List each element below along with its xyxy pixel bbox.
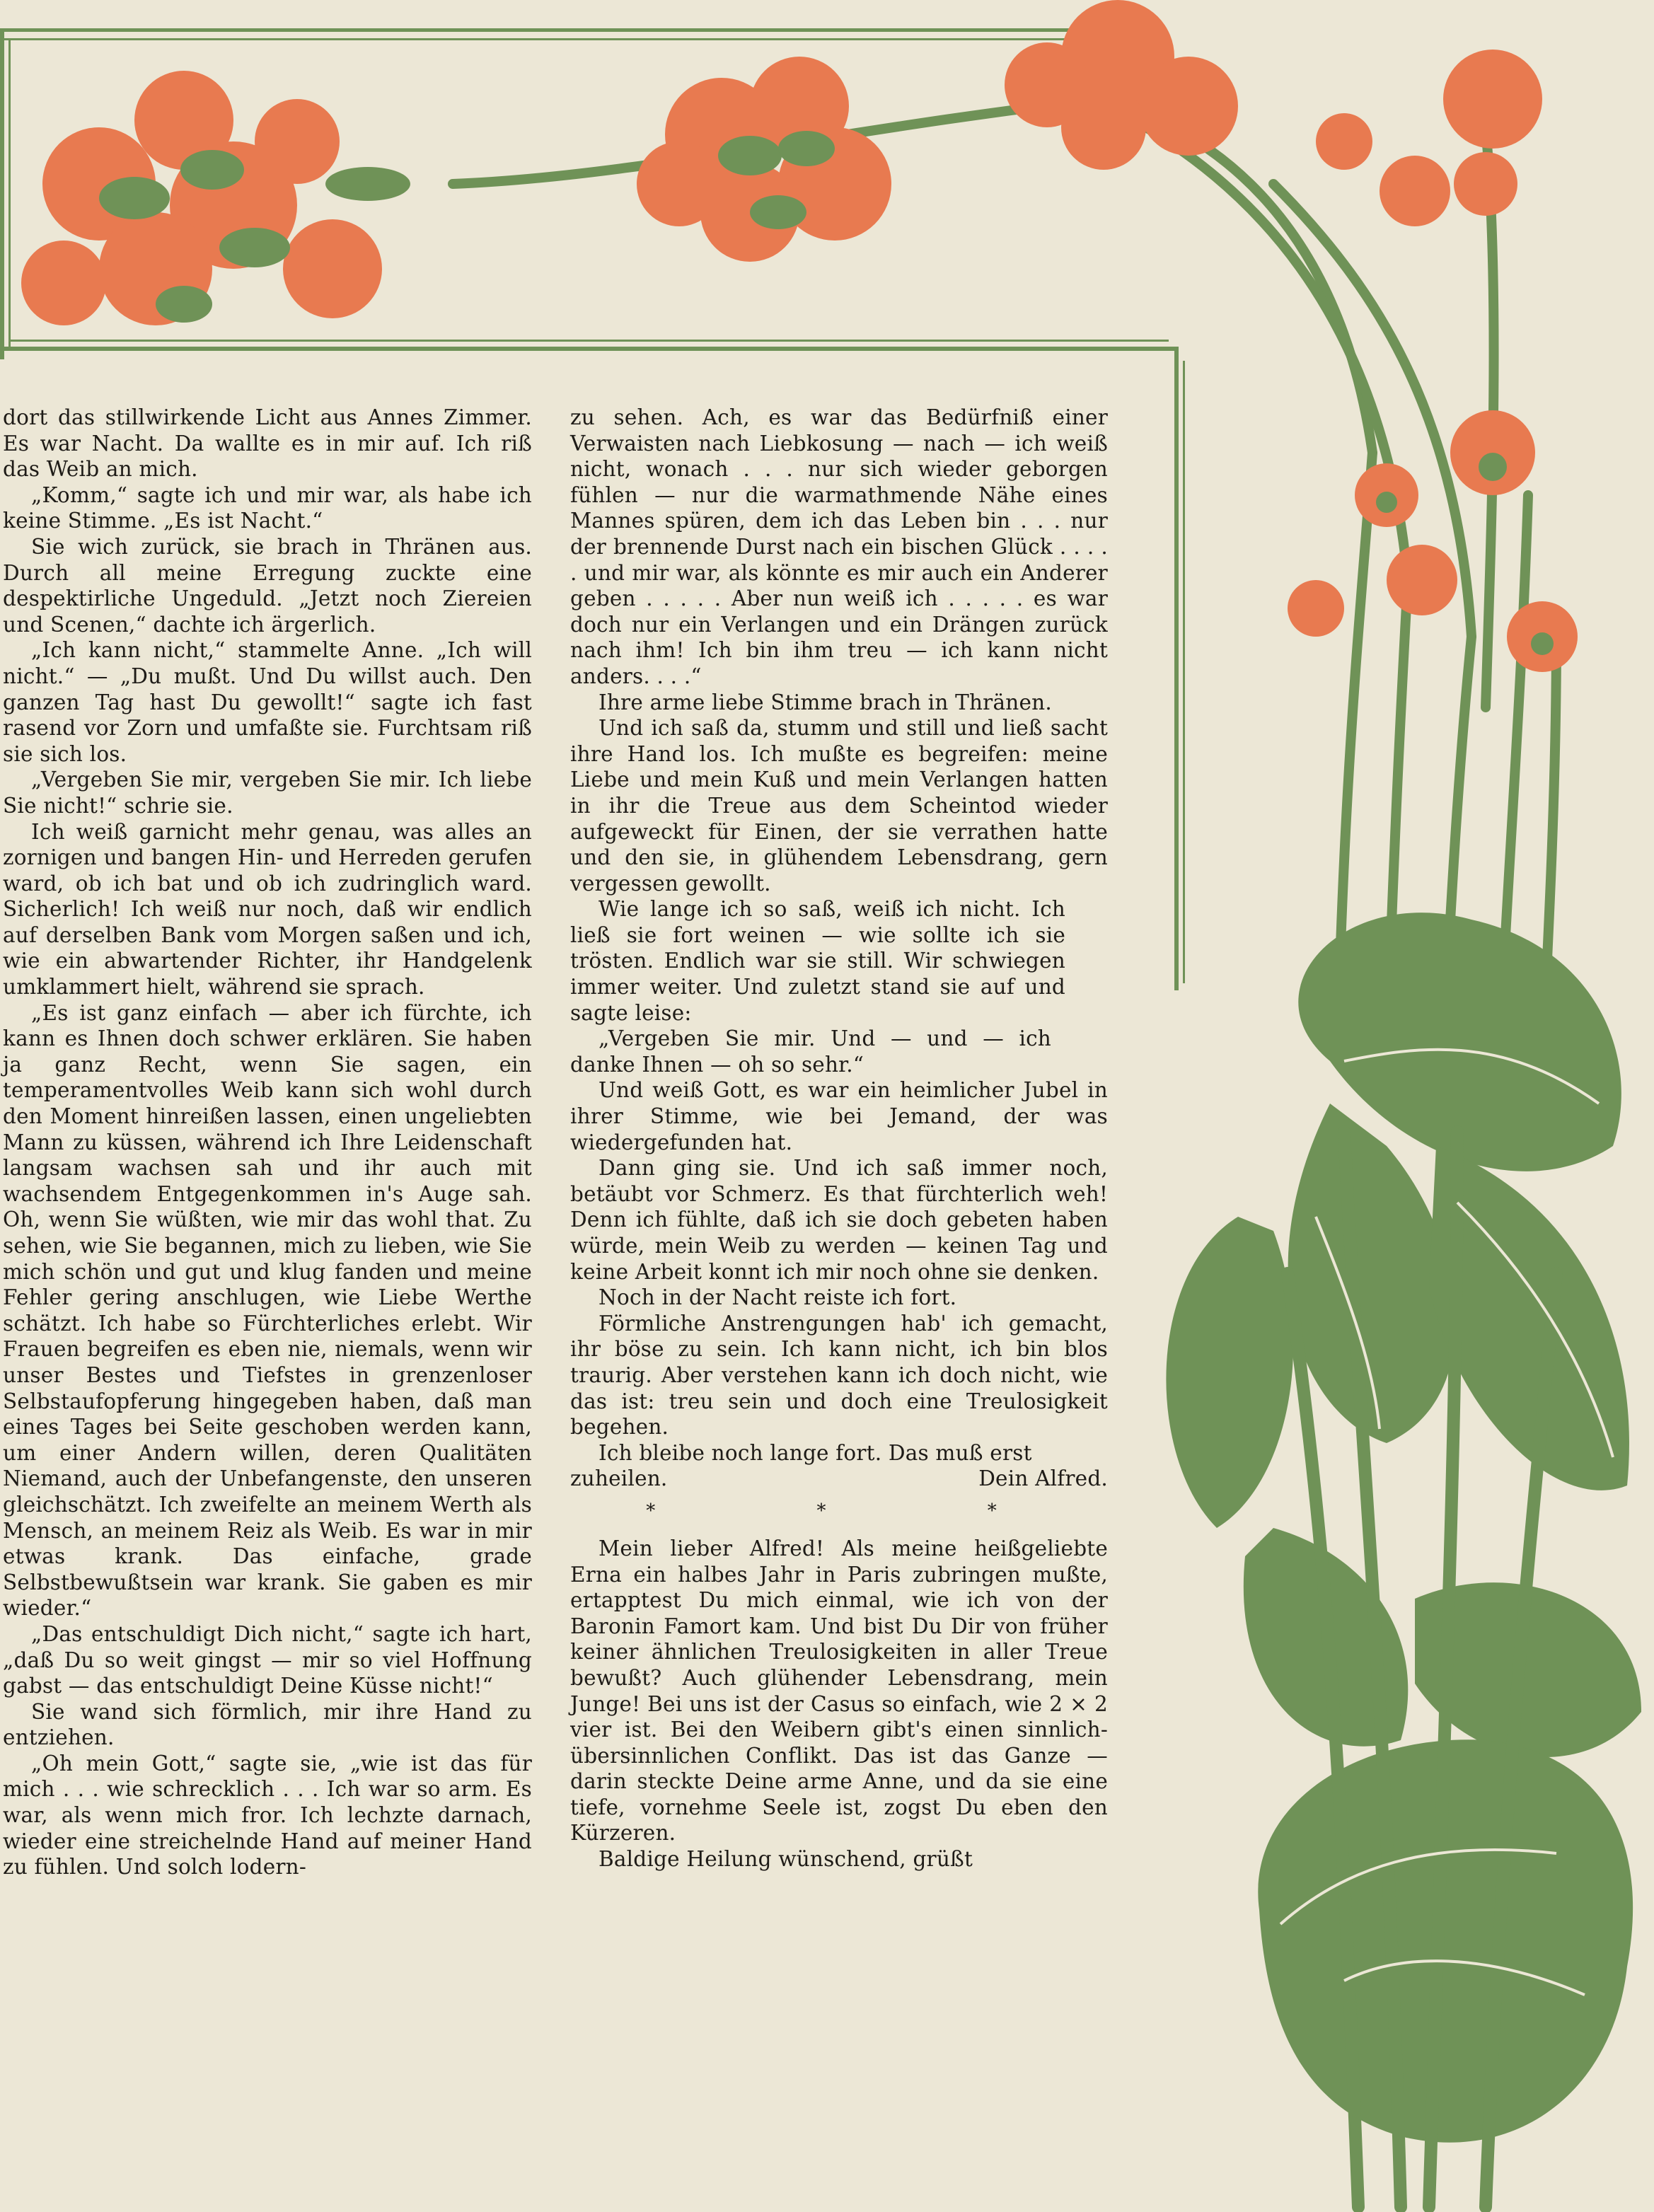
paragraph-reply-1: Mein lieber Alfred! Als meine heißgeliebte Erna ein halbes Jahr in Paris zubringen mußte, ertapptest Du mich einmal, wie ich von der Baronin Famort kam. Und bist Du Dir von früher keiner ähnlichen Treulosigkeiten in aller Treue bewußt? Auch glühender Lebensdrang, mein Junge! Bei uns ist der Casus so einfach, wie 2 × 2 vier ist. Bei den Weibern gibt's einen sinnlich-übersinnlichen Conflikt. Das ist das Ganze — darin steckte Deine arme Anne, und da sie eine tiefe, vornehme Seele ist, zogst Du eben den Kürzeren. bbox=[570, 1536, 1108, 1846]
flower-cluster-left bbox=[21, 71, 382, 325]
flower-cluster-upper-right bbox=[1005, 0, 1238, 170]
paragraph-mid-1: zu sehen. Ach, es war das Bedürfniß einer Verwaisten nach Liebkosung — nach — ich weiß nicht, wonach . . . nur sich wieder geborgen fühlen — nur die warmathmende Nähe eines Mannes spüren, dem ich das Leben bin . . . nur der brennende Durst nach ein bischen Glück . . . . . und mir war, als könnte es mir auch ein Anderer geben . . . . . Aber nun weiß ich . . . . . es war doch nur ein Verlangen und ein Drängen zurück nach ihm! Ich bin ihm treu — ich kann nicht anders. . . .“ bbox=[570, 405, 1108, 688]
paragraph-left-9: Sie wand sich förmlich, mir ihre Hand zu entziehen. bbox=[3, 1699, 532, 1750]
paragraph-mid-3: Und ich saß da, stumm und still und ließ sacht ihre Hand los. Ich mußte es begreifen: meine Liebe und mein Kuß und mein Verlangen hatten in ihr die Treue aus dem Scheintod wieder aufgeweckt für Einen, der sie verrathen hatte und den sie, in glühendem Lebensdrang, gern vergessen gewollt. bbox=[570, 716, 1108, 896]
paragraph-left-8: „Das entschuldigt Dich nicht,“ sagte ich hart, „daß Du so weit gingst — mir so viel Hoffnung gabst — das entschuldigt Deine Küsse nicht!“ bbox=[3, 1621, 532, 1698]
paragraph-left-1: dort das stillwirkende Licht aus Annes Zimmer. Es war Nacht. Da wallte es in mir auf. Ich riß das Weib an mich. bbox=[3, 405, 532, 482]
closing-word: zuheilen. bbox=[570, 1466, 668, 1491]
paragraph-reply-2: Baldige Heilung wünschend, grüßt bbox=[598, 1847, 973, 1872]
paragraph-left-2: „Komm,“ sagte ich und mir war, als habe ich keine Stimme. „Es ist Nacht.“ bbox=[3, 482, 532, 533]
paragraph-left-6: Ich weiß garnicht mehr genau, was alles an zornigen und bangen Hin- und Herreden gerufen ward, ob ich bat und ob ich zudringlich ward. Sicherlich! Ich weiß nur noch, daß wir endlich auf derselben Bank vom Morgen saßen und ich, wie ein abwartender Richter, ihr Handgelenk umklammert hielt, während sie sprach. bbox=[3, 819, 532, 1000]
middle-text-column bbox=[570, 405, 1108, 1872]
paragraph-left-7: „Es ist ganz einfach — aber ich fürchte, ich kann es Ihnen doch schwer erklären. Sie haben ja ganz Recht, wenn Sie sagen, ein temperamentvolles Weib kann sich wohl durch den Moment hinreißen lassen, einen ungeliebten Mann zu küssen, während ich Ihre Leidenschaft langsam wachsen sah und ihr auch mit wachsendem Entgegenkommen in's Auge sah. Oh, wenn Sie wüßten, wie mir das wohl that. Zu sehen, wie Sie begannen, mich zu lieben, wie Sie mich schön und gut und klug fanden und meine Fehler gering anschlugen, wie Liebe Werthe schätzt. Ich habe so Fürchterliches erlebt. Wir Frauen begreifen es eben nie, niemals, wenn wir unser Bestes und Tiefstes in grenzenloser Selbstaufopferung hingegeben haben, daß man eines Tages bei Seite geschoben werden kann, um einer Andern willen, deren Qualitäten Niemand, auch der Unbefangenste, den unseren gleichschätzt. Ich zweifelte an meinem Werth als Mensch, an meinem Reiz als Weib. Es war in mir etwas krank. Das einfache, grade Selbstbewußtsein war krank. Sie gaben es mir wieder.“ bbox=[3, 1000, 532, 1621]
flower-single-blooms bbox=[1288, 410, 1578, 672]
paragraph-mid-8: Noch in der Nacht reiste ich fort. bbox=[598, 1285, 957, 1310]
paragraph-mid-6: Und weiß Gott, es war ein heimlicher Jubel in ihrer Stimme, wie bei Jemand, der was wiedergefunden hat. bbox=[570, 1078, 1108, 1154]
paragraph-left-3: Sie wich zurück, sie brach in Thränen aus. Durch all meine Erregung zuckte eine despektirliche Ungeduld. „Jetzt noch Ziereien und Scenen,“ dachte ich ärgerlich. bbox=[3, 534, 532, 637]
paragraph-left-4: „Ich kann nicht,“ stammelte Anne. „Ich will nicht.“ — „Du mußt. Und Du willst auch. Den ganzen Tag hast Du gewollt!“ sagte ich fast rasend vor Zorn und umfaßte sie. Furchtsam riß sie sich los. bbox=[3, 638, 532, 766]
paragraph-left-10: „Oh mein Gott,“ sagte sie, „wie ist das für mich . . . wie schrecklich . . . Ich war so arm. Es war, als wenn mich fror. Ich lechzte darnach, wieder eine streichelnde Hand auf meiner Hand zu fühlen. Und solch lodern- bbox=[3, 1751, 532, 1880]
paragraph-mid-5: „Vergeben Sie mir. Und — und — ich danke Ihnen — oh so sehr.“ bbox=[570, 1026, 1051, 1077]
leaves-group bbox=[1166, 913, 1641, 2143]
section-separator: * * * bbox=[646, 1500, 1075, 1522]
paragraph-mid-10: Ich bleibe noch lange fort. Das muß erst bbox=[598, 1440, 1032, 1465]
closing-line bbox=[570, 1466, 1108, 1492]
paragraph-mid-2: Ihre arme liebe Stimme brach in Thränen. bbox=[598, 690, 1052, 714]
paragraph-mid-7: Dann ging sie. Und ich saß immer noch, betäubt vor Schmerz. Es that fürchterlich weh! Denn ich fühlte, daß ich sie doch gebeten haben würde, mein Weib zu werden — keinen Tag und keine Arbeit konnt ich mir noch ohne sie denken. bbox=[570, 1156, 1108, 1284]
signature: Dein Alfred. bbox=[978, 1466, 1108, 1491]
paragraph-left-5: „Vergeben Sie mir, vergeben Sie mir. Ich liebe Sie nicht!“ schrie sie. bbox=[3, 768, 532, 818]
flower-cluster-far-right bbox=[1316, 50, 1542, 226]
leaf-large-4 bbox=[1166, 1217, 1293, 1528]
paragraph-mid-9: Förmliche Anstrengungen hab' ich gemacht, ihr böse zu sein. Ich kann nicht, ich bin blos traurig. Aber verstehen kann ich doch nicht, wie das ist: treu sein und doch eine Treulosigkeit begehen. bbox=[570, 1311, 1108, 1440]
paragraph-mid-4: Wie lange ich so saß, weiß ich nicht. Ich ließ sie fort weinen — wie sollte ich sie trösten. Endlich war sie still. Wir schwiegen immer weiter. Und zuletzt stand sie auf und sagte leise: bbox=[570, 897, 1065, 1025]
left-text-column bbox=[3, 405, 532, 1880]
